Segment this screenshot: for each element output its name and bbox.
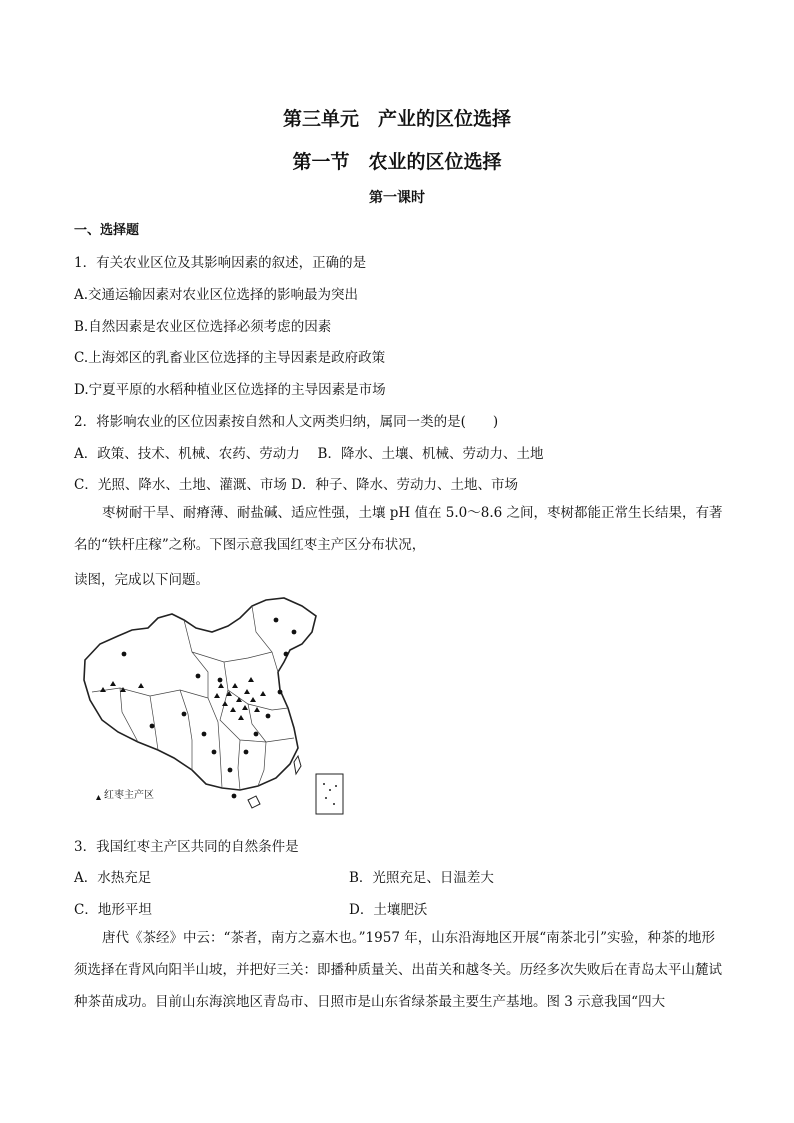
taiwan-island (294, 756, 301, 774)
passage-tea: 唐代《茶经》中云：“茶者，南方之嘉木也。”1957 年，山东沿海地区开展“南茶北引”实验，种茶的地形须选择在背风向阳半山坡，并把好三关：即播种质量关、出苗关和越冬关。历经多次失败后在青岛太平山麓试种茶苗成功。目前山东海滨地区青岛市、日照市是山东省绿茶最主要生产基地。图 3 示意我国“四大 (74, 930, 722, 1010)
question-3-option-c: C．地形平坦 (74, 902, 152, 918)
section-title: 第一节 农业的区位选择 (292, 151, 502, 173)
passage-jujube-instruction: 读图，完成以下问题。 (74, 572, 209, 588)
china-jujube-map (80, 592, 346, 822)
section-heading: 一、选择题 (74, 223, 140, 238)
south-china-sea-islands (323, 783, 337, 805)
question-3-stem: 3．我国红枣主产区共同的自然条件是 (74, 839, 299, 855)
question-1-option-b: B.自然因素是农业区位选择必须考虑的因素 (74, 319, 332, 335)
question-1-option-c: C.上海郊区的乳畜业区位选择的主导因素是政府政策 (74, 350, 386, 366)
lesson-label: 第一课时 (369, 190, 425, 206)
question-1-stem: 1．有关农业区位及其影响因素的叙述，正确的是 (74, 255, 367, 271)
passage-jujube: 枣树耐干旱、耐瘠薄、耐盐碱、适应性强，土壤 pH 值在 5.0～8.6 之间，枣树都能正常生长结果，有著名的“铁杆庄稼”之称。下图示意我国红枣主产区分布状况， (74, 505, 723, 553)
south-china-sea-inset (316, 774, 343, 814)
triangle-marker-icon (96, 795, 101, 800)
question-3-option-d: D．土壤肥沃 (349, 902, 428, 918)
unit-title: 第三单元 产业的区位选择 (282, 108, 511, 130)
map-legend-label: 红枣主产区 (104, 790, 154, 801)
hainan-island (248, 796, 260, 808)
province-capital-dots (122, 618, 297, 799)
question-3-option-a: A．水热充足 (74, 870, 152, 886)
question-2-stem: 2．将影响农业的区位因素按自然和人文两类归纳，属同一类的是( ) (74, 414, 499, 430)
question-2-options-ab: A．政策、技术、机械、农药、劳动力 B．降水、土壤、机械、劳动力、土地 (74, 446, 544, 462)
question-1-option-a: A.交通运输因素对农业区位选择的影响最为突出 (74, 287, 359, 303)
question-3-option-b: B．光照充足、日温差大 (349, 870, 494, 886)
question-2-options-cd: C．光照、降水、土地、灌溉、市场 D．种子、降水、劳动力、土地、市场 (74, 477, 518, 493)
question-1-option-d: D.宁夏平原的水稻种植业区位选择的主导因素是市场 (74, 382, 386, 398)
